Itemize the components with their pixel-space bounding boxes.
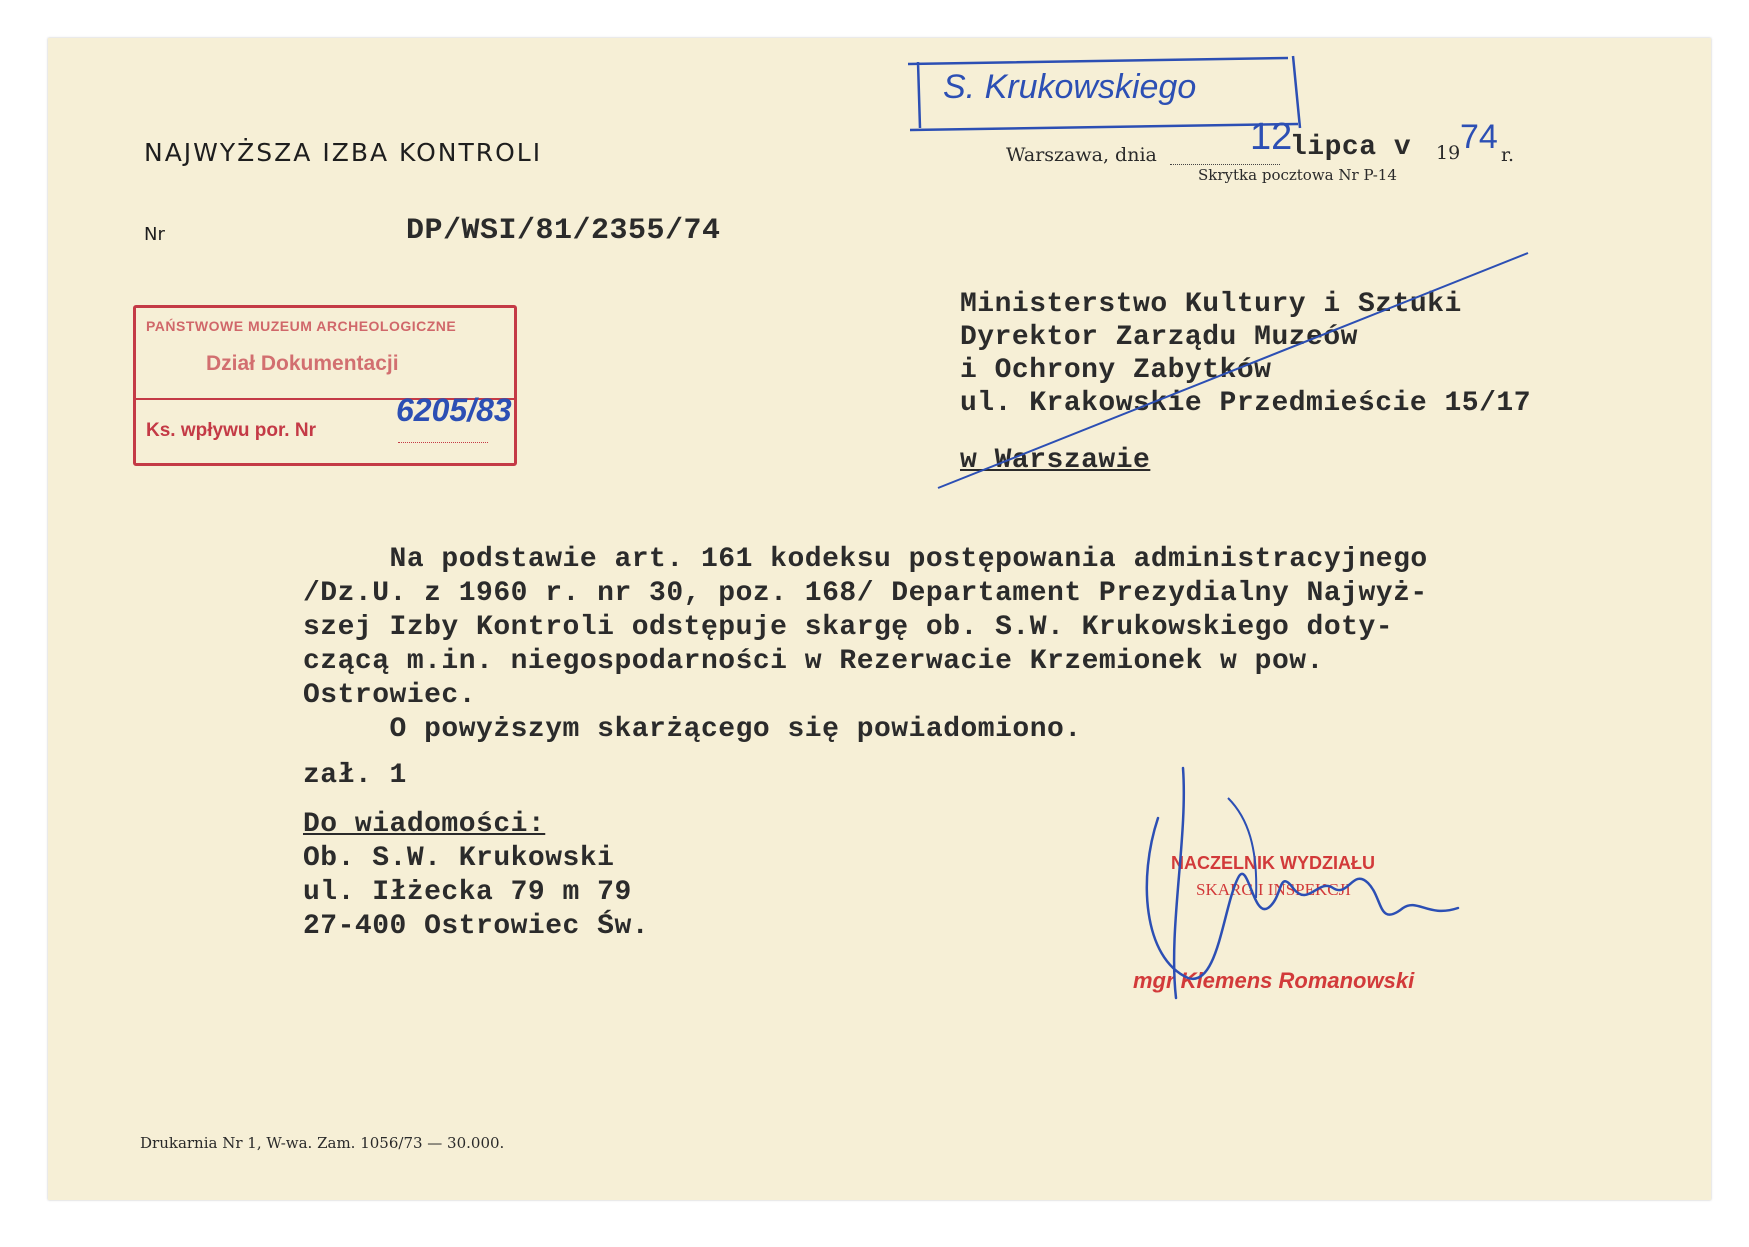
signature-name: mgr Klemens Romanowski <box>1133 968 1415 993</box>
cc-line-3: 27-400 Ostrowiec Św. <box>303 911 650 942</box>
addressee-city: w Warszawie <box>960 445 1151 476</box>
reference-label: Nr <box>144 224 165 245</box>
body-line-4: czącą m.in. niegospodarności w Rezerwacie Krzemionek w pow. <box>303 646 1324 677</box>
handwritten-day: 12 <box>1250 116 1293 158</box>
signature-title-1: NACZELNIK WYDZIAŁU <box>1171 853 1375 873</box>
year-suffix-r: r. <box>1501 144 1515 166</box>
po-box: Skrytka pocztowa Nr P-14 <box>1198 166 1397 184</box>
addressee-line-3: i Ochrony Zabytków <box>960 355 1272 386</box>
cc-line-2: ul. Iłżecka 79 m 79 <box>303 877 632 908</box>
body-text <box>303 543 1428 793</box>
addressee-line-1: Ministerstwo Kultury i Sztuki <box>960 289 1462 320</box>
printer-footer: Drukarnia Nr 1, W-wa. Zam. 1056/73 — 30.000. <box>140 1134 505 1152</box>
addressee-line-4: ul. Krakowskie Przedmieście 15/17 <box>960 388 1531 419</box>
date-place-label: Warszawa, dnia <box>1006 144 1157 166</box>
body-line-2: /Dz.U. z 1960 r. nr 30, poz. 168/ Departament Prezydialny Najwyż- <box>303 578 1428 609</box>
handwritten-signature <box>1128 758 1488 1018</box>
stamp-museum-line: PAŃSTWOWE MUZEUM ARCHEOLOGICZNE <box>146 318 457 334</box>
body-line-5: Ostrowiec. <box>303 680 477 711</box>
signature-title-2: SKARG I INSPEKCJI <box>1196 880 1351 899</box>
cc-line-1: Ob. S.W. Krukowski <box>303 843 615 874</box>
typed-month: lipca v <box>1290 132 1412 163</box>
cc-heading: Do wiadomości: <box>303 809 546 840</box>
diagonal-strike-line <box>928 243 1548 503</box>
attachment-note: zał. 1 <box>303 760 407 791</box>
body-line-1: Na podstawie art. 161 kodeksu postępowania administracyjnego <box>303 544 1428 575</box>
reference-number: DP/WSI/81/2355/74 <box>406 214 721 248</box>
institution-name: NAJWYŻSZA IZBA KONTROLI <box>144 138 543 167</box>
addressee-line-2: Dyrektor Zarządu Muzeów <box>960 322 1358 353</box>
year-prefix: 19 <box>1436 142 1461 164</box>
stamp-register-label: Ks. wpływu por. Nr <box>146 420 316 441</box>
stamp-department-line: Dział Dokumentacji <box>206 352 399 375</box>
body-line-6: O powyższym skarżącego się powiadomiono. <box>303 714 1082 745</box>
handwritten-year: 74 <box>1460 118 1498 156</box>
body-line-3: szej Izby Kontroli odstępuje skargę ob. S.W. Krukowskiego doty- <box>303 612 1394 643</box>
stamp-handwritten-number: 6205/83 <box>396 392 512 428</box>
handwritten-recipient-name: S. Krukowskiego <box>943 68 1197 106</box>
letter-sheet <box>48 38 1711 1200</box>
date-field <box>1170 116 1498 168</box>
incoming-stamp <box>133 305 517 466</box>
cc-block <box>303 808 649 944</box>
